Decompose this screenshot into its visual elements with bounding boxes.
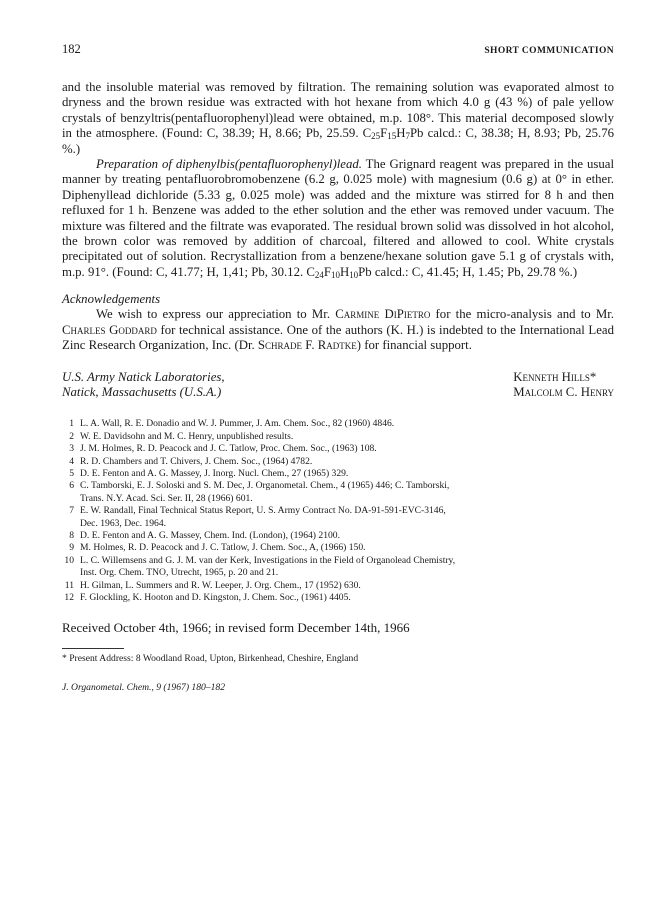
paragraph-continuation: and the insoluble material was removed by filtration. The remaining solution was evaporated almost to dryness and the brown residue was extracted with hot hexane from which 4.0 g (43 %) of pale yellow crystals of benzyltris(pentafluorophenyl)lead were obtained, m.p. 108°. This material decomposed slowly in the atmosphere. (Found: C, 38.39; H, 8.66; Pb, 25.59. $C_{25}F_{15}H_7Pb$ calcd.: C, 38.38; H, 8.93; Pb, 25.76 %.) bbox=[62, 80, 614, 156]
paragraph-preparation: Preparation of diphenylbis(pentafluorophenyl)lead. The Grignard reagent was prepared in the usual manner by treating pentafluorobromobenzene (6.2 g, 0.025 mole) with magnesium (0.6 g) at 0° in ether. Diphenyllead dichloride (5.33 g, 0.025 mole) was added and the mixture was stirred for 8 h and then refluxed for 1 h. Benzene was added to the ether solution and the ether was removed under vacuum. The mixture was filtered and the filtrate was evaporated. The residual brown solid was dissolved in hot alcohol, the brown color was removed by addition of charcoal, filtered and allowed to cool. White crystals precipitated out of solution. Recrystallization from a benzene/hexane solution gave 5.1 g of crystals with, m.p. 91°. (Found: C, 41.77; H, 1,41; Pb, 30.12. $C_{24}F_{10}H_{10}Pb$ calcd.: C, 41.45; H, 1.45; Pb, 29.78 %.) bbox=[62, 157, 614, 280]
reference-item: 4 R. D. Chambers and T. Chivers, J. Chem. Soc., (1964) 4782. bbox=[69, 455, 313, 467]
reference-item: 6 C. Tamborski, E. J. Soloski and S. M. Dec, J. Organometal. Chem., 4 (1965) 446; C. Tamborski, Trans. N.Y. Acad. Sci. Ser. II, 28 (1966) 601. bbox=[69, 480, 450, 504]
page-number: 182 bbox=[62, 42, 81, 56]
affiliation-block bbox=[62, 370, 614, 401]
authors bbox=[513, 370, 614, 401]
institution: U.S. Army Natick Laboratories, Natick, Massachusetts (U.S.A.) bbox=[62, 369, 225, 399]
footnote: * Present Address: 8 Woodland Road, Upton, Birkenhead, Cheshire, England bbox=[62, 653, 359, 665]
footnote-divider bbox=[62, 648, 124, 649]
reference-item: 2 W. E. Davidsohn and M. C. Henry, unpublished results. bbox=[69, 430, 294, 442]
preparation-title: Preparation of diphenylbis(pentafluorophenyl)lead. bbox=[96, 157, 362, 172]
author-name: Malcolm C. Henry bbox=[513, 384, 614, 399]
reference-item: 10 L. C. Willemsens and G. J. M. van der Kerk, Investigations in the Field of Organolead Chemistry, Inst. Org. Chem. TNO, Utrecht, 1965, p. 20 and 21. bbox=[64, 554, 456, 579]
received-date: Received October 4th, 1966; in revised form December 14th, 1966 bbox=[62, 620, 410, 636]
reference-item: 9 M. Holmes, R. D. Peacock and J. C. Tatlow, J. Chem. Soc., A, (1966) 150. bbox=[69, 542, 366, 554]
journal-citation: J. Organometal. Chem., 9 (1967) 180–182 bbox=[62, 682, 225, 694]
reference-item: 8 D. E. Fenton and A. G. Massey, Chem. Ind. (London), (1964) 2100. bbox=[69, 529, 340, 541]
reference-item: 12 F. Glockling, K. Hooton and D. Kingston, J. Chem. Soc., (1961) 4405. bbox=[64, 592, 351, 603]
page-header bbox=[62, 42, 614, 57]
reference-list bbox=[62, 418, 614, 604]
reference-item: 1 L. A. Wall, R. E. Donadio and W. J. Pummer, J. Am. Chem. Soc., 82 (1960) 4846. bbox=[69, 418, 395, 430]
acknowledgements-heading: Acknowledgements bbox=[62, 292, 161, 307]
reference-item: 5 D. E. Fenton and A. G. Massey, J. Inorg. Nucl. Chem., 27 (1965) 329. bbox=[69, 467, 349, 479]
page bbox=[62, 42, 614, 693]
reference-item: 7 E. W. Randall, Final Technical Status Report, U. S. Army Contract No. DA-91-591-EVC-3146, Dec. 1963, Dec. 1964. bbox=[69, 505, 446, 529]
author-name: Kenneth Hills* bbox=[513, 369, 597, 384]
body-text bbox=[62, 80, 614, 280]
acknowledgements-text: We wish to express our appreciation to Mr. Carmine DiPietro for the micro-analysis and to Mr. Charles Goddard for technical assistance. One of the authors (K. H.) is indebted to the International Lead Zinc Research Organization, Inc. (Dr. Schrade F. Radtke) for financial support. bbox=[62, 307, 614, 353]
reference-item: 3 J. M. Holmes, R. D. Peacock and J. C. Tatlow, Proc. Chem. Soc., (1963) 108. bbox=[69, 443, 377, 455]
running-title: SHORT COMMUNICATION bbox=[484, 46, 614, 56]
reference-item: 11 H. Gilman, L. Summers and R. W. Leeper, J. Org. Chem., 17 (1952) 630. bbox=[64, 579, 361, 591]
